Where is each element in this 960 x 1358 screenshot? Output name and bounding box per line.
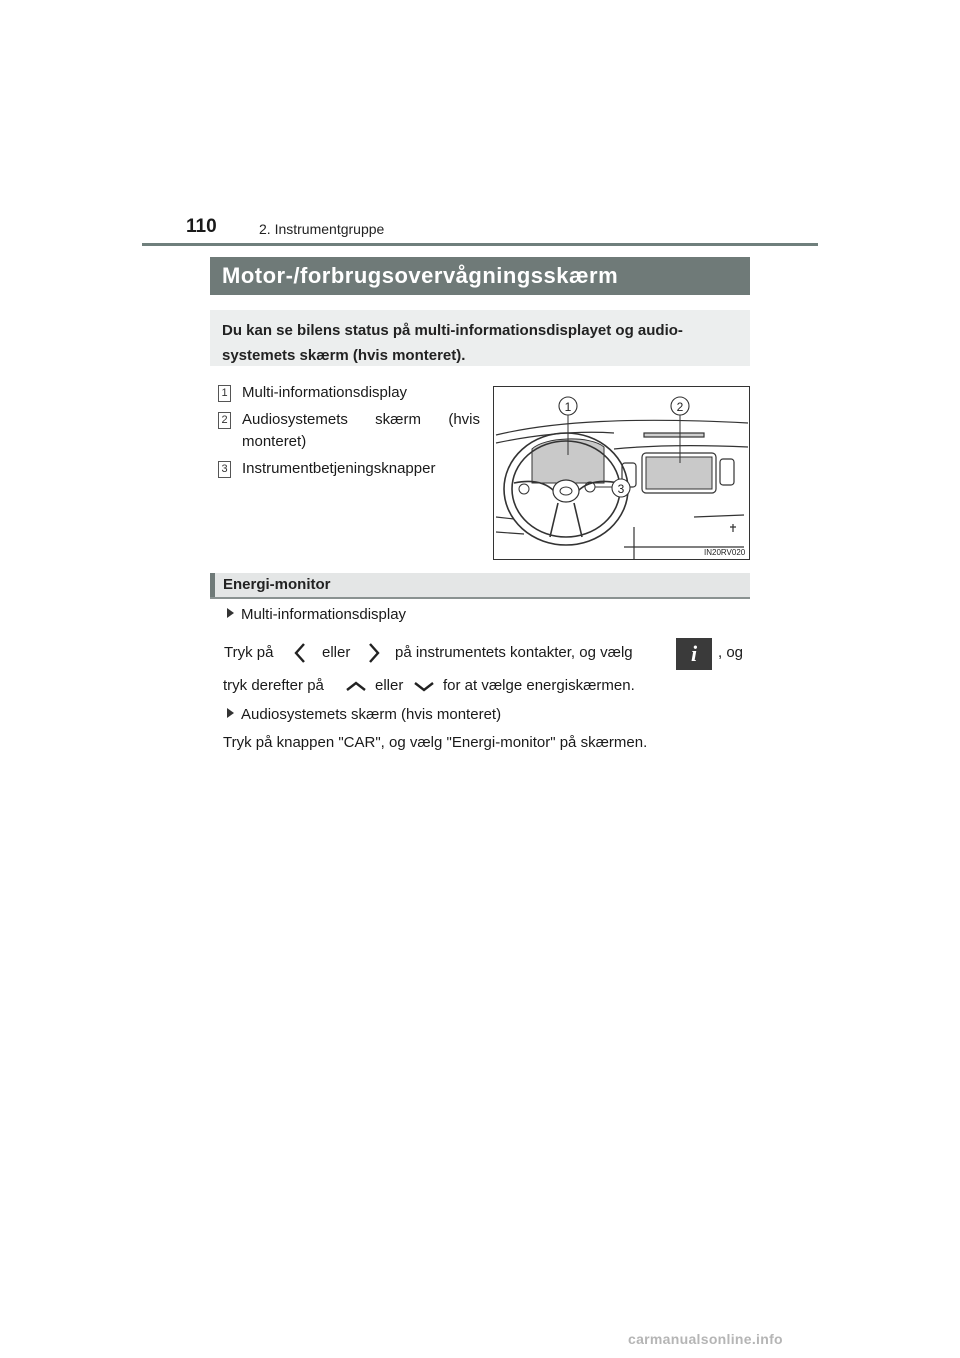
bullet-audio (227, 706, 501, 723)
figure-label-1: 1 (564, 400, 572, 414)
header-divider (142, 243, 818, 246)
instruction-text-1c: på instrumentets kontakter, og vælg (395, 644, 633, 661)
instruction-text-1b: eller (322, 644, 351, 661)
bullet-arrow-icon (227, 708, 234, 718)
bullet-arrow-icon (227, 608, 234, 618)
subsection-title: Energi-monitor (223, 576, 331, 593)
bullet-text: Audiosystemets skærm (hvis monteret) (241, 706, 502, 723)
subsection-header (210, 573, 750, 599)
page-number: 110 (186, 216, 217, 237)
figure-code: IN20RV020 (704, 548, 746, 557)
section-title: Motor-/forbrugsovervågningsskærm (210, 257, 750, 295)
intro-box (210, 310, 750, 366)
intro-line-2: systemets skærm (hvis monteret). (222, 347, 466, 364)
bullet-text: Multi-informationsdisplay (241, 606, 407, 623)
instruction-text-2b: eller (375, 677, 404, 694)
dashboard-illustration (493, 386, 750, 560)
instruction-text-2c: for at vælge energiskærmen. (443, 677, 635, 694)
callout-text: Audiosystemets skærm (hvis monteret) (242, 411, 480, 450)
info-icon: i (676, 638, 712, 670)
right-arrow-icon (368, 642, 380, 664)
callout-item-2 (218, 409, 480, 453)
callout-text: Multi-informationsdisplay (242, 384, 408, 401)
up-arrow-icon (343, 680, 369, 692)
callout-text: Instrumentbetjeningsknapper (242, 460, 436, 477)
intro-line-1: Du kan se bilens status på multi-informationsdisplayet og audio- (222, 322, 683, 339)
instruction-text-2a: tryk derefter på (223, 677, 324, 694)
audio-instruction-text: Tryk på knappen "CAR", og vælg "Energi-monitor" på skærmen. (223, 734, 648, 751)
dashboard-drawing (494, 387, 749, 559)
audio-screen-shape (646, 457, 712, 489)
left-arrow-icon (294, 642, 306, 664)
instruction-text-1d: , og (718, 644, 744, 661)
figure-label-2: 2 (676, 400, 684, 414)
callout-number: 3 (218, 461, 231, 478)
chapter-title: 2. Instrumentgruppe (259, 221, 385, 237)
watermark: carmanualsonline.info (628, 1331, 783, 1347)
subsection-accent (210, 573, 215, 597)
callout-item-3 (218, 458, 480, 480)
instruction-text-1a: Tryk på (224, 644, 274, 661)
callout-list (218, 382, 480, 485)
figure-label-3: 3 (617, 482, 625, 496)
bullet-multi-info (227, 606, 406, 623)
callout-item-1 (218, 382, 480, 404)
down-arrow-icon (411, 680, 437, 692)
callout-number: 1 (218, 385, 231, 402)
callout-number: 2 (218, 412, 231, 429)
